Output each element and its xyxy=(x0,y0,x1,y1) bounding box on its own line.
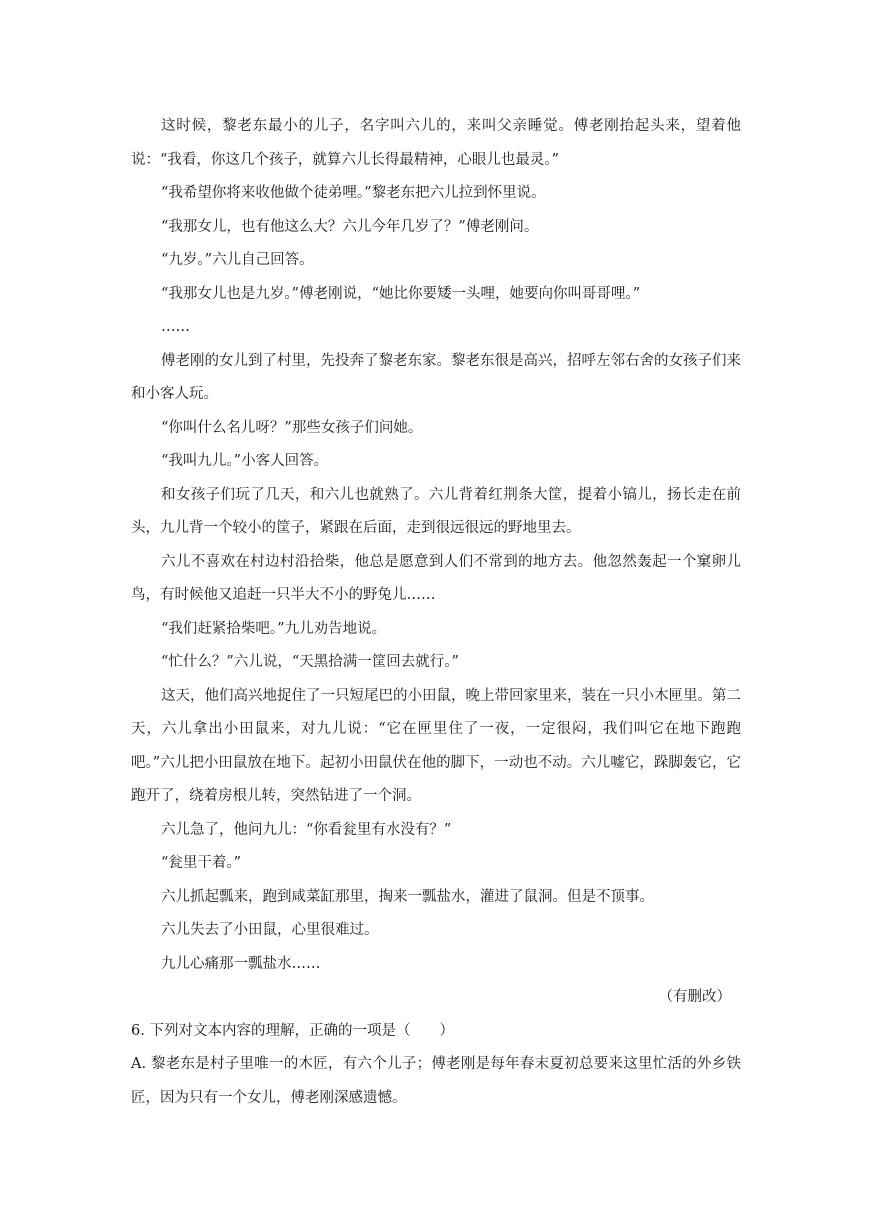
ellipsis-line: …… xyxy=(161,319,190,335)
paragraph: “我希望你将来收他做个徒弟哩。”黎老东把六儿拉到怀里说。 xyxy=(161,185,546,201)
source-note: （有删改） xyxy=(658,989,731,1005)
paragraph: 这时候，黎老东最小的儿子，名字叫六儿的，来叫父亲睡觉。傅老刚抬起头来，望着他说：“我看，你这几个孩子，就算六儿长得最精神，心眼儿也最灵。” xyxy=(131,118,741,168)
paragraph: “九岁。”六儿自己回答。 xyxy=(161,252,314,268)
paragraph: “忙什么？”六儿说，“天黑拾满一筐回去就行。” xyxy=(161,654,459,670)
paragraph: “我叫九儿。”小客人回答。 xyxy=(161,453,329,469)
paragraph: 六儿不喜欢在村边村沿拾柴，他总是愿意到人们不常到的地方去。他忽然轰起一个窠卵儿鸟，有时候他又追赶一只半大不小的野兔儿…… xyxy=(131,553,741,603)
paragraph: 六儿抓起瓢来，跑到咸菜缸那里，掏来一瓢盐水，灌进了鼠洞。但是不顶事。 xyxy=(161,888,654,905)
paragraph: 六儿失去了小田鼠，心里很难过。 xyxy=(161,922,379,938)
question-stem: 6. 下列对文本内容的理解，正确的一项是（ ） xyxy=(131,1022,454,1039)
paragraph: “我们赶紧拾柴吧。”九儿劝告地说。 xyxy=(161,620,387,637)
paragraph: 九儿心痛那一瓢盐水…… xyxy=(161,955,321,972)
paragraph: 傅老刚的女儿到了村里，先投奔了黎老东家。黎老东很是高兴，招呼左邻右舍的女孩子们来和小客人玩。 xyxy=(131,352,741,402)
paragraph: “你叫什么名儿呀？”那些女孩子们问她。 xyxy=(161,419,423,436)
paragraph: 六儿急了，他问九儿：“你看瓮里有水没有？” xyxy=(161,821,452,838)
paragraph: “瓮里干着。” xyxy=(161,855,242,871)
paragraph: 和女孩子们玩了几天，和六儿也就熟了。六儿背着红荆条大筐，提着小镐儿，扬长走在前头，九儿背一个较小的筐子，紧跟在后面，走到很远很远的野地里去。 xyxy=(131,486,741,536)
paragraph: “我那女儿，也有他这么大？六儿今年几岁了？”傅老刚问。 xyxy=(161,218,539,235)
paragraph: “我那女儿也是九岁。”傅老刚说，“她比你要矮一头哩，她要向你叫哥哥哩。” xyxy=(161,285,641,302)
document-page xyxy=(131,110,741,1115)
question-option-a: A. 黎老东是村子里唯一的木匠，有六个儿子；傅老刚是每年春末夏初总要来这里忙活的外乡铁匠，因为只有一个女儿，傅老刚深感遗憾。 xyxy=(131,1056,741,1106)
paragraph: 这天，他们高兴地捉住了一只短尾巴的小田鼠，晚上带回家里来，装在一只小木匣里。第二天，六儿拿出小田鼠来，对九儿说：“它在匣里住了一夜，一定很闷，我们叫它在地下跑跑吧。”六儿把小田鼠放在地下。起初小田鼠伏在他的脚下，一动也不动。六儿嘘它，跺脚轰它，它跑开了，绕着房根儿转，突然钻进了一个洞。 xyxy=(131,687,741,804)
